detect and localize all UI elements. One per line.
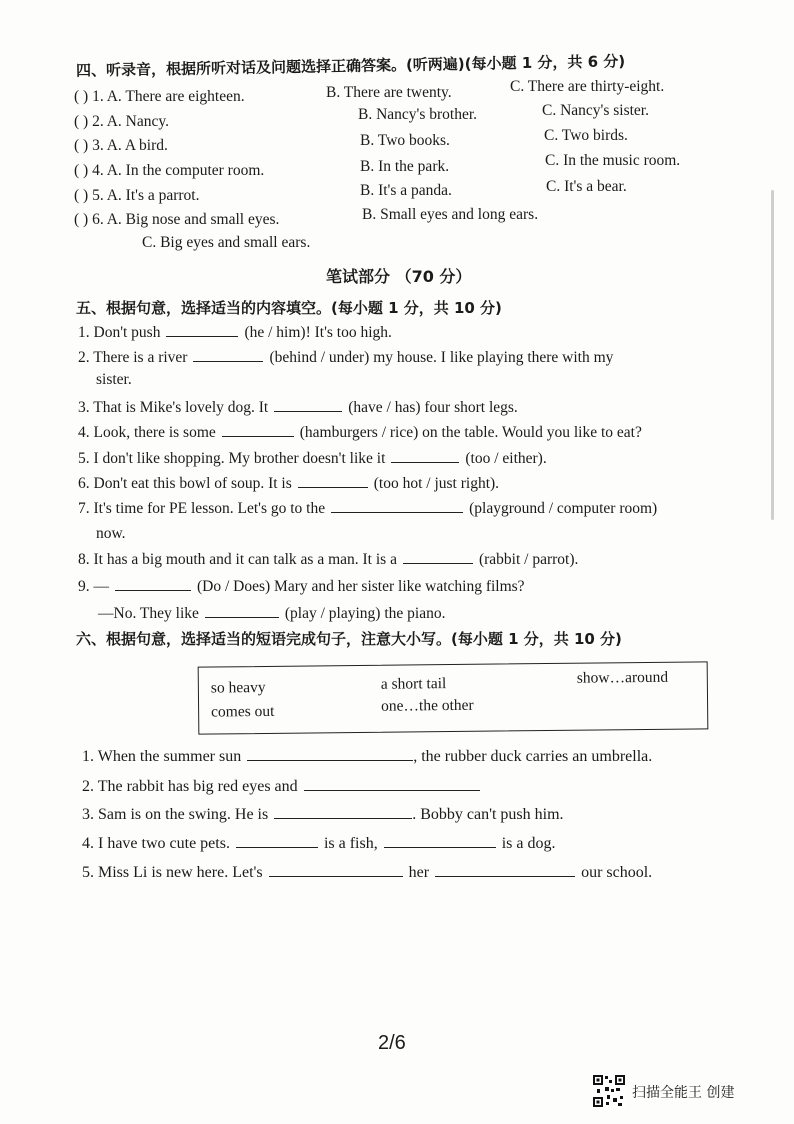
scanner-brand: 扫描全能王 创建	[632, 1085, 735, 1101]
phrase-item-4: 4. I have two cute pets. is a fish, is a dog.	[82, 835, 556, 852]
answer-blank[interactable]	[193, 347, 263, 362]
answer-blank[interactable]	[236, 833, 318, 848]
phrase-item: a short tail	[380, 675, 447, 693]
option-c: C. There are thirty-eight.	[510, 78, 665, 95]
option-b: B. It's a panda.	[360, 182, 452, 199]
answer-blank[interactable]	[304, 776, 480, 791]
answer-paren[interactable]: ( )	[74, 113, 89, 130]
answer-blank[interactable]	[274, 804, 412, 819]
phrase-item: so heavy	[210, 678, 266, 697]
written-part-title: 笔试部分 （70 分）	[326, 267, 472, 286]
question-row-3	[74, 136, 168, 156]
answer-blank[interactable]	[298, 473, 368, 488]
option-c: C. Big eyes and small ears.	[142, 234, 311, 251]
phrase-item-5: 5. Miss Li is new here. Let's her our school.	[82, 864, 653, 881]
option-a: A. It's a parrot.	[106, 187, 200, 204]
option-c: C. Nancy's sister.	[542, 102, 649, 119]
option-b: B. Small eyes and long ears.	[362, 206, 539, 223]
answer-blank[interactable]	[269, 862, 403, 877]
option-c: C. In the music room.	[545, 152, 681, 169]
answer-paren[interactable]: ( )	[74, 137, 89, 154]
answer-paren[interactable]: ( )	[74, 88, 89, 105]
phrase-item: show…around	[576, 668, 669, 687]
option-a: A. Big nose and small eyes.	[106, 211, 280, 228]
answer-blank[interactable]	[435, 862, 575, 877]
page-number: 2/6	[378, 1032, 406, 1054]
question-row-4	[74, 161, 264, 181]
question-row-2	[74, 112, 169, 132]
section5-heading: 五、根据句意，选择适当的内容填空。(每小题 1 分，共 10 分)	[76, 299, 502, 317]
fill-item-2-cont: sister.	[96, 371, 132, 388]
answer-blank[interactable]	[205, 603, 279, 618]
fill-item-7: 7. It's time for PE lesson. Let's go to the (playground / computer room)	[78, 500, 658, 517]
phrase-item-2: 2. The rabbit has big red eyes and	[82, 776, 486, 797]
fill-item-7-cont: now.	[96, 525, 126, 542]
answer-blank[interactable]	[115, 576, 191, 591]
question-number: 5.	[92, 187, 104, 204]
option-a: A. There are eighteen.	[106, 88, 245, 105]
option-b: B. Two books.	[360, 132, 450, 149]
option-a: A. A bird.	[106, 137, 168, 154]
fill-item-8: 8. It has a big mouth and it can talk as a man. It is a (rabbit / parrot).	[78, 551, 579, 568]
answer-blank[interactable]	[166, 322, 238, 337]
phrase-item-3: 3. Sam is on the swing. He is . Bobby can't push him.	[82, 806, 564, 823]
question-row-1	[74, 87, 245, 107]
option-b: B. There are twenty.	[326, 84, 452, 101]
fill-item-9: 9. — (Do / Does) Mary and her sister like watching films?	[78, 578, 525, 595]
option-b: B. Nancy's brother.	[358, 106, 478, 123]
phrase-item: one…the other	[380, 696, 474, 715]
question-number: 6.	[92, 211, 104, 228]
question-number: 4.	[92, 162, 104, 179]
option-c: C. It's a bear.	[546, 178, 627, 195]
answer-paren[interactable]: ( )	[74, 187, 89, 204]
option-a: A. Nancy.	[106, 113, 169, 130]
fill-item-3: 3. That is Mike's lovely dog. It (have / has) four short legs.	[78, 399, 518, 416]
answer-paren[interactable]: ( )	[74, 211, 89, 228]
phrase-box	[198, 661, 709, 734]
phrase-item-1: 1. When the summer sun , the rubber duck carries an umbrella.	[82, 748, 653, 765]
fill-item-4: 4. Look, there is some (hamburgers / rice) on the table. Would you like to eat?	[78, 424, 642, 441]
answer-blank[interactable]	[274, 397, 342, 412]
phrase-item: comes out	[211, 702, 275, 721]
fill-item-2: 2. There is a river (behind / under) my house. I like playing there with my	[78, 349, 614, 366]
option-c: C. Two birds.	[544, 127, 628, 144]
qr-code-icon	[592, 1074, 626, 1108]
answer-blank[interactable]	[331, 498, 463, 513]
option-b: B. In the park.	[360, 158, 450, 175]
question-number: 2.	[92, 113, 104, 130]
section6-heading: 六、根据句意，选择适当的短语完成句子，注意大小写。(每小题 1 分，共 10 分)	[76, 630, 622, 648]
answer-blank[interactable]	[391, 448, 459, 463]
section4-heading: 四、听录音，根据所听对话及问题选择正确答案。(听两遍)(每小题 1 分，共 6 分)	[75, 52, 626, 80]
fill-item-6: 6. Don't eat this bowl of soup. It is (too hot / just right).	[78, 475, 500, 492]
fill-item-9-reply: —No. They like (play / playing) the piano.	[98, 605, 446, 622]
answer-paren[interactable]: ( )	[74, 162, 89, 179]
question-row-6	[74, 210, 279, 230]
question-number: 3.	[92, 137, 104, 154]
question-row-5	[74, 186, 200, 206]
question-number: 1.	[92, 88, 104, 105]
answer-blank[interactable]	[403, 549, 473, 564]
fill-item-5: 5. I don't like shopping. My brother doesn't like it (too / either).	[78, 450, 547, 467]
page-edge-shadow	[771, 190, 774, 520]
answer-blank[interactable]	[384, 833, 496, 848]
answer-blank[interactable]	[247, 746, 413, 761]
fill-item-1: 1. Don't push (he / him)! It's too high.	[78, 324, 392, 341]
option-a: A. In the computer room.	[106, 162, 265, 179]
answer-blank[interactable]	[222, 422, 294, 437]
